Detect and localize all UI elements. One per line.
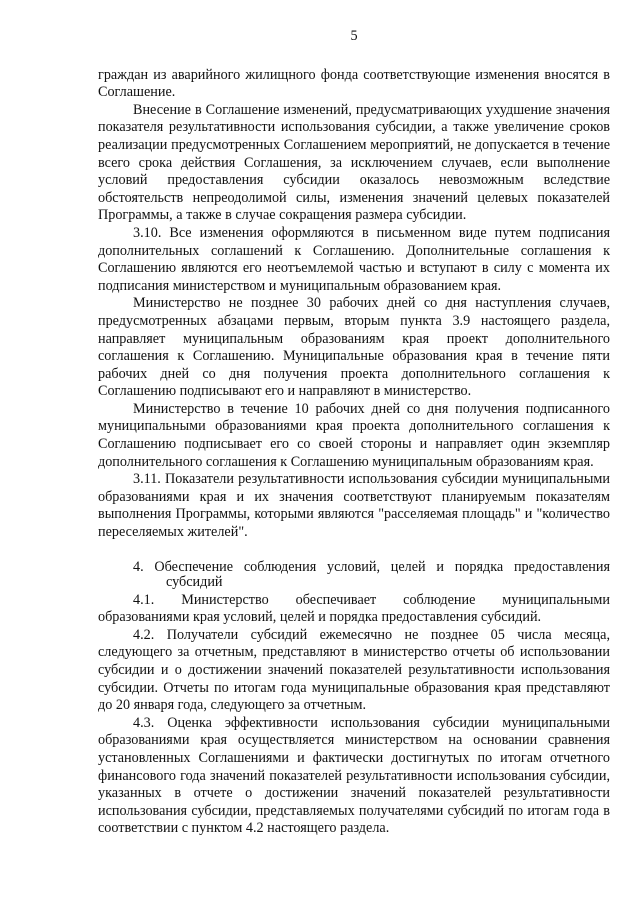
section-4-heading xyxy=(98,560,610,590)
paragraph-3-11: 3.11. Показатели результативности использования субсидии муниципальными образованиями края и их значения соответствуют планируемым показателям выполнения Программы, которыми являются "расселяемая площадь" и "количество переселяемых жителей". xyxy=(98,471,610,541)
paragraph-4-1: 4.1. Министерство обеспечивает соблюдение муниципальными образованиями края условий, целей и порядка предоставления субсидий. xyxy=(98,591,610,626)
paragraph-amendments-restriction: Внесение в Соглашение изменений, предусматривающих ухудшение значения показателя результативности использования субсидии, а также увеличение сроков реализации предусмотренных Соглашением мероприятий, не допускается в течение всего срока действия Соглашения, за исключением случаев, если выполнение условий предоставления субсидии оказалось невозможным вследствие обстоятельств непреодолимой силы, изменения значений целевых показателей Программы, а также в случае сокращения размера субсидии. xyxy=(98,101,610,224)
paragraph-continuation: граждан из аварийного жилищного фонда соответствующие изменения вносятся в Соглашение. xyxy=(98,66,610,101)
paragraph-4-3: 4.3. Оценка эффективности использования субсидии муниципальными образованиями края осуществляется министерством на основании сравнения установленных Соглашениями и фактически достигнутых по итогам отчетного финансового года значений показателей результативности использования субсидии, указанных в отчете о достижении значений показателей результативности использования субсидии, представляемых получателями субсидий по итогам года в соответствии с пунктом 4.2 настоящего раздела. xyxy=(98,714,610,837)
paragraph-4-2: 4.2. Получатели субсидий ежемесячно не позднее 05 числа месяца, следующего за отчетным, представляют в министерство отчеты об использовании субсидии и о достижении значений показателей результативности использования субсидии. Отчеты по итогам года муниципальные образования края представляют до 20 января года, следующего за отчетным. xyxy=(98,626,610,714)
paragraph-ministry-10-days: Министерство в течение 10 рабочих дней со дня получения подписанного муниципальными образованиями края проекта дополнительного соглашения к Соглашению подписывает его со своей стороны и направляет один экземпляр дополнительного соглашения к Соглашению муниципальным образованиям края. xyxy=(98,400,610,470)
page-number: 5 xyxy=(350,28,358,44)
section-4-heading-line1: 4. Обеспечение соблюдения условий, целей и порядка предоставления xyxy=(133,558,610,575)
document-page xyxy=(98,28,610,838)
paragraph-3-10: 3.10. Все изменения оформляются в письменном виде путем подписания дополнительных соглашений к Соглашению. Дополнительные соглашения к Соглашению являются его неотъемлемой частью и вступают в силу с момента их подписания министерством и муниципальным образованием края. xyxy=(98,224,610,294)
paragraph-ministry-30-days: Министерство не позднее 30 рабочих дней со дня наступления случаев, предусмотренных абзацами первым, вторым пункта 3.9 настоящего раздела, направляет муниципальным образованиям края проект дополнительного соглашения к Соглашению. Муниципальные образования края в течение пяти рабочих дней со дня получения проекта дополнительного соглашения к Соглашению подписывают его и направляют в министерство. xyxy=(98,295,610,400)
section-4-heading-line2: субсидий xyxy=(166,573,223,590)
